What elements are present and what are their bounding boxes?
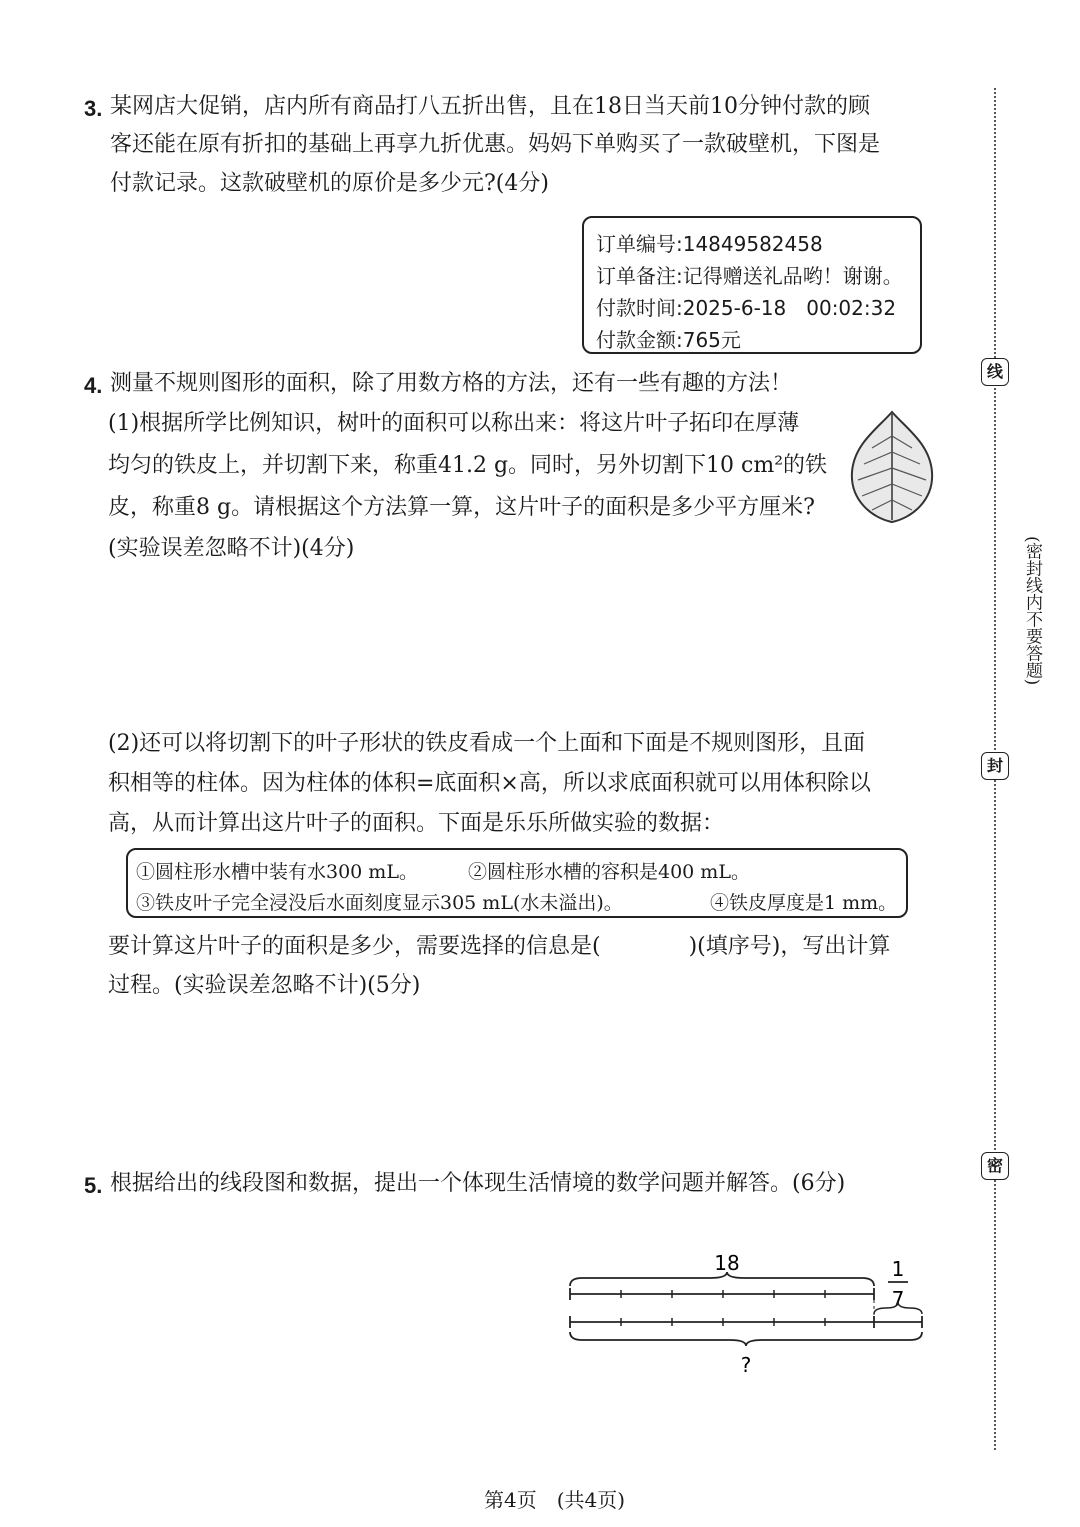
unknown-total-label: ?: [740, 1353, 752, 1377]
leaf-image: [848, 408, 936, 526]
q3-number: 3.: [84, 96, 103, 121]
q4-part2-line-3: 高，从而计算出这片叶子的面积。下面是乐乐所做实验的数据：: [108, 811, 725, 836]
page-number: 第4页 (共4页): [484, 1488, 626, 1512]
payment-amount: 付款金额:765元: [596, 328, 741, 352]
q3-line-1: 某网店大促销，店内所有商品打八五折出售，且在18日当天前10分钟付款的顾: [110, 94, 870, 119]
info-2: ②圆柱形水槽的容积是400 mL。: [468, 861, 750, 883]
margin-mark-secret: 密: [981, 1152, 1009, 1180]
order-id: 订单编号:14849582458: [596, 232, 823, 256]
fraction-numerator: 1: [891, 1257, 905, 1281]
q3-line-2: 客还能在原有折扣的基础上再享九折优惠。妈妈下单购买了一款破壁机，下图是: [110, 132, 881, 157]
q3-line-3: 付款记录。这款破壁机的原价是多少元?(4分): [110, 171, 549, 196]
payment-record-box: [582, 216, 922, 354]
q4-part1-line-1: (1)根据所学比例知识，树叶的面积可以称出来：将这片叶子拓印在厚薄: [108, 411, 800, 436]
q4-ask-line-1: 要计算这片叶子的面积是多少，需要选择的信息是( )(填序号)，写出计算: [108, 934, 891, 959]
margin-mark-seal: 封: [981, 752, 1009, 780]
q4-intro: 测量不规则图形的面积，除了用数方格的方法，还有一些有趣的方法！: [110, 371, 793, 396]
experiment-data-box: [126, 848, 908, 918]
q4-part1-line-3: 皮，称重8 g。请根据这个方法算一算，这片叶子的面积是多少平方厘米?: [108, 495, 815, 520]
q5-number: 5.: [84, 1173, 103, 1198]
info-3: ③铁皮叶子完全浸没后水面刻度显示305 mL(水未溢出)。: [136, 892, 623, 914]
top-value-label: 18: [714, 1251, 740, 1275]
q4-part1-line-2: 均匀的铁皮上，并切割下来，称重41.2 g。同时，另外切割下10 cm²的铁: [108, 453, 828, 478]
segment-diagram: [560, 1244, 940, 1384]
q4-part2-line-2: 积相等的柱体。因为柱体的体积=底面积×高，所以求底面积就可以用体积除以: [108, 771, 871, 796]
order-note: 订单备注:记得赠送礼品哟！谢谢。: [596, 264, 903, 288]
q5-text: 根据给出的线段图和数据，提出一个体现生活情境的数学问题并解答。(6分): [110, 1171, 846, 1196]
q4-part2-line-1: (2)还可以将切割下的叶子形状的铁皮看成一个上面和下面是不规则图形，且面: [108, 731, 866, 756]
bottom-brace: [570, 1332, 922, 1346]
info-1: ①圆柱形水槽中装有水300 mL。: [136, 861, 418, 883]
fraction-denominator: 7: [891, 1287, 905, 1311]
q4-ask-line-2: 过程。(实验误差忽略不计)(5分): [108, 973, 421, 998]
payment-time: 付款时间:2025-6-18 00:02:32: [596, 296, 897, 320]
q4-number: 4.: [84, 373, 103, 398]
info-4: ④铁皮厚度是1 mm。: [710, 892, 898, 914]
no-answer-note: (密封线内不要答题): [1022, 536, 1042, 686]
q4-part1-line-4: (实验误差忽略不计)(4分): [108, 536, 355, 561]
margin-mark-line: 线: [981, 358, 1009, 386]
